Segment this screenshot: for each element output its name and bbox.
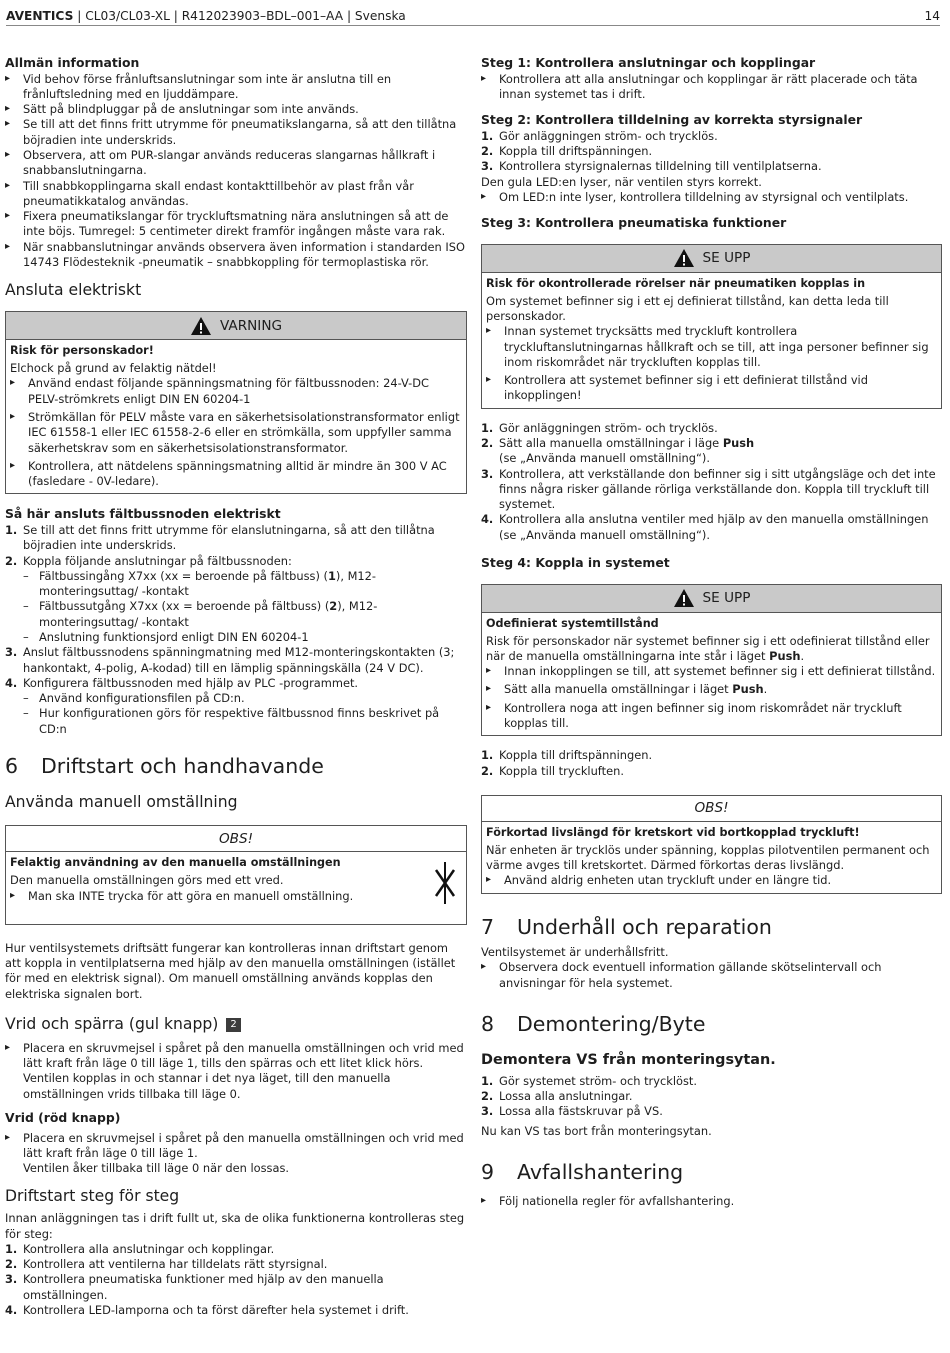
drift-steps (5, 1242, 467, 1318)
caution-title: Risk för okontrollerade rörelser när pneumatiken kopplas in (486, 276, 866, 290)
obs-header: OBS! (482, 796, 941, 822)
caution-header (482, 585, 941, 613)
list-item: ▸ Kontrollera, att nätdelens spänningsmatning alltid är mindre än 300 V AC (fasledare - 0V-ledare). (10, 459, 462, 490)
steg4-heading: Steg 4: Koppla in systemet (481, 555, 670, 571)
list-item: 3. Anslut fältbussnodens spänningmatning med M12-monteringskontakten (3; hankontakt, 4-polig, A-kodad) till en lämplig spänningskälla (24 V DC). (5, 645, 455, 675)
drift-text: Innan anläggningen tas i drift fullt ut, ska de olika funktionerna kontrolleras steg för steg: (5, 1211, 465, 1241)
chapter-9-heading: 9 Avfallshantering (481, 1159, 684, 1184)
list-item: 1. Kontrollera alla anslutningar och kopplingar. (5, 1241, 275, 1256)
list-item: 1. Gör anläggningen ström- och trycklös. (481, 128, 718, 143)
warning-list (10, 376, 462, 489)
list-item: 2. Sätt alla manuella omställningar i läge Push (se „Använda manuell omställning“). (481, 436, 755, 466)
list-item: ▸ Innan systemet trycksätts med tryckluft kontrollera tryckluftanslutningarnas hållkraft och se till, att inga personer befinner sig inom riskområdet när tryckluften kopplas till. (486, 324, 937, 370)
steg1-heading: Steg 1: Kontrollera anslutningar och kopplingar (481, 55, 816, 70)
caution-text: Om systemet befinner sig i ett ej definierat tillstånd, kan detta leda till personskador. (486, 293, 889, 324)
list-item: ▸ Se till att det finns fritt utrymme för pneumatikslangarna, så att den tillåtna böjradien inte underskrids. (5, 117, 467, 148)
list-item: ▸ Strömkällan för PELV måste vara en säkerhetsisolationstransformator enligt IEC 61558-1 eller IEC 61558-2-6 eller en strömkälla, som uppfyller samma säkerhetskrav som en säkerhetsisolationstransformator. (10, 410, 462, 456)
list-item: ▸ Sätt på blindpluggar på de anslutningar som inte används. (5, 102, 467, 117)
list-item: 3. Kontrollera, att verkställande don befinner sig i sitt utgångsläge och det inte finns några risker gällande rörliga verkställande don. Koppla till tryckluft till systemet. (481, 466, 936, 512)
list-item: ▸ Om LED:n inte lyser, kontrollera tilldelning av styrsignal och ventilplats. (481, 190, 942, 205)
left-column (5, 55, 467, 1318)
warning-header (6, 312, 466, 340)
caution-title: Odefinierat systemtillstånd (486, 616, 659, 630)
list-item: 2. Koppla till driftspänningen. (481, 144, 653, 159)
caution-label: SE UPP (702, 250, 751, 267)
anvanda-heading: Använda manuell omställning (5, 793, 238, 812)
list-item: ▸ Följ nationella regler för avfallshantering. (481, 1194, 942, 1209)
vrid-list (5, 1041, 467, 1102)
allman-heading: Allmän information (5, 55, 140, 70)
list-item: 1. Gör systemet ström- och trycklöst. (481, 1073, 697, 1088)
sub-list (5, 569, 467, 645)
list-item: 2. Kontrollera att ventilerna har tilldelats rätt styrsignal. (5, 1257, 328, 1272)
ch9-list (481, 1194, 942, 1209)
list-item: 2. Koppla följande anslutningar på fältbussnoden: – Fältbussingång X7xx (xx = beroende på fältbuss) (1), M12-monteringsuttag/ -kontakt – Fältbussutgång X7xx (xx = beroende på fältbuss) (2), M12- monteringsuttag/ -kontakt – Anslutning funktionsjord enligt DIN EN 60204-1 (5, 554, 467, 646)
vrid-heading: Vrid och spärra (gul knapp) 2 (5, 1014, 467, 1035)
page-header (6, 8, 940, 26)
demont-text: Nu kan VS tas bort från monteringsytan. (481, 1123, 712, 1138)
steg3-steps (481, 421, 942, 543)
list-item: ▸ När snabbanslutningar används observera även information i standarden ISO 14743 Flödesteknik -pneumatik – snabbkoppling för termoplastiska rör. (5, 240, 467, 271)
list-item: 3. Lossa alla fästskruvar på VS. (481, 1104, 663, 1119)
list-item: 1. Koppla till driftspänningen. (481, 748, 653, 763)
ansluta-heading: Ansluta elektriskt (5, 281, 142, 300)
warning-triangle-icon (673, 588, 695, 608)
caution-list (486, 664, 937, 731)
list-item: – Hur konfigurationen görs för respektive fältbussnod finns beskrivet på CD:n (5, 706, 467, 737)
ch7-text: Ventilsystemet är underhållsfritt. (481, 945, 669, 960)
list-item: ▸ Vid behov förse frånluftsanslutningar som inte är anslutna till en frånluftsledning med en ljuddämpare. (5, 72, 467, 103)
demontera-heading: Demontera VS från monteringsytan. (481, 1051, 776, 1068)
list-item: ▸ Kontrollera att systemet befinner sig i ett definierat tillstånd vid inkopplingen! (486, 373, 937, 404)
list-item: ▸ Använd aldrig enheten utan tryckluft under en längre tid. (486, 873, 937, 888)
obs-title: Felaktig användning av den manuella omställningen (10, 856, 341, 870)
list-item: ▸ Observera dock eventuell information gällande skötselintervall och anvisningar för hela systemet. (481, 960, 942, 991)
list-item: ▸ Använd endast följande spänningsmatning för fältbussnoden: 24-V-DC PELV-strömkrets enligt DIN EN 60204-1 (10, 376, 462, 407)
obs-text: Den manuella omställningen görs med ett vred. (10, 873, 284, 888)
list-item: ▸ Kontrollera att alla anslutningar och kopplingar är rätt placerade och täta innan systemet tas i drift. (481, 72, 942, 103)
chapter-6-heading: 6 Driftstart och handhavande (5, 753, 324, 778)
list-item: ▸ Till snabbkopplingarna skall endast kontakttillbehör av plast från vår pneumatikkatalog användas. (5, 179, 467, 210)
caution-label: SE UPP (702, 590, 751, 607)
steg2-heading: Steg 2: Kontrollera tilldelning av korrekta styrsignaler (481, 112, 863, 128)
list-item: 2. Lossa alla anslutningar. (481, 1089, 633, 1104)
list-item: – Anslutning funktionsjord enligt DIN EN 60204-1 (5, 630, 467, 645)
list-item: ▸ Man ska INTE trycka för att göra en manuell omställning. (10, 889, 462, 904)
steg2-steps (481, 129, 942, 175)
list-item: ▸ Placera en skruvmejsel i spåret på den manuella omställningen och vrid med lätt kraft från läge 0 till läge 1. Ventilen åker tillbaka till läge 0 när den lossas. (5, 1131, 467, 1177)
list-item: 4. Kontrollera alla anslutna ventiler med hjälp av den manuella omställningen (se „Använda manuell omställning“). (481, 512, 929, 542)
right-column (481, 55, 942, 1210)
list-item: 3. Kontrollera pneumatiska funktioner med hjälp av den manuella omställningen. (5, 1272, 384, 1302)
warning-triangle-icon (673, 248, 695, 268)
obs-list (10, 889, 462, 904)
list-item: ▸ Sätt alla manuella omställningar i läget Push. (486, 682, 937, 697)
list-item: – Fältbussutgång X7xx (xx = beroende på fältbuss) (2), M12- monteringsuttag/ -kontakt (5, 599, 467, 630)
manual-override-icon (434, 862, 456, 904)
obs-text: När enheten är trycklös under spänning, kopplas pilotventilen permanent och värme avges till kretskortet. Därmed förkortas deras livslängd. (486, 842, 930, 873)
steg2-text: Den gula LED:en lyser, när ventilen styrs korrekt. (481, 174, 762, 189)
callout-badge: 2 (226, 1018, 240, 1032)
steg4-steps (481, 748, 942, 779)
steg3-heading: Steg 3: Kontrollera pneumatiska funktioner (481, 215, 787, 231)
warning-text: Elchock på grund av felaktig nätdel! (10, 361, 217, 376)
list-item: – Fältbussingång X7xx (xx = beroende på fältbuss) (1), M12-monteringsuttag/ -kontakt (5, 569, 467, 600)
warning-label: VARNING (219, 317, 283, 334)
sa-heading: Så här ansluts fältbussnoden elektriskt (5, 506, 281, 522)
hur-paragraph: Hur ventilsystemets driftsätt fungerar kan kontrolleras innan driftstart genom att koppla in ventilplatserna med hjälp av den manuella omställningen (istället för med en elektrisk signal). Om manuell omställning används kopplas den elektriska signalen bort. (5, 940, 456, 1001)
list-item: – Använd konfigurationsfilen på CD:n. (5, 691, 467, 706)
list-item: ▸ Fixera pneumatikslangar för tryckluftsmatning nära anslutningen så att de inte böjs. Tumregel: 5 centimeter direkt framför ingången måste vara rak. (5, 209, 467, 240)
caution-header (482, 245, 941, 273)
page-number: 14 (924, 9, 940, 23)
caution-list (486, 324, 937, 403)
list-item: ▸ Innan inkopplingen se till, att systemet befinner sig i ett definierat tillstånd. (486, 664, 937, 679)
obs-title: Förkortad livslängd för kretskort vid bortkopplad tryckluft! (486, 825, 860, 839)
list-item: 4. Konfigurera fältbussnoden med hjälp av PLC -programmet. – Använd konfigurationsfilen på CD:n. – Hur konfigurationen görs för respektive fältbussnod finns beskrivet på CD:n (5, 676, 467, 737)
caution-text: Risk för personskador när systemet befinner sig i ett odefinierat tillstånd eller när de manuella omställningarna inte står i läget Push. (486, 633, 930, 663)
steg2-list (481, 190, 942, 205)
chapter-8-heading: 8 Demontering/Byte (481, 1012, 706, 1037)
drift-heading: Driftstart steg för steg (5, 1187, 180, 1206)
rod-list (5, 1131, 467, 1177)
chapter-7-heading: 7 Underhåll och reparation (481, 914, 772, 939)
list-item: 3. Kontrollera styrsignalernas tilldelning till ventilplatserna. (481, 159, 822, 174)
ch7-list (481, 960, 942, 991)
allman-list (5, 72, 467, 271)
obs-list (486, 873, 937, 888)
warning-title: Risk för personskador! (10, 344, 154, 358)
list-item: ▸ Kontrollera noga att ingen befinner sig inom riskområdet när tryckluft kopplas till. (486, 701, 937, 732)
list-item: ▸ Placera en skruvmejsel i spåret på den manuella omställningen och vrid med lätt kraft från läge 0 till läge 1, tills den spärras och ett litet klick hörs. Ventilen kopplas in och stannar i det nya läget, till den manuella omställningen vrids tillbaka till läge 0. (5, 1041, 467, 1102)
obs-header: OBS! (6, 826, 466, 852)
steg1-list (481, 72, 942, 103)
demont-steps (481, 1074, 942, 1120)
sa-steps (5, 523, 467, 737)
list-item: ▸ Observera, att om PUR-slangar används reduceras slangarnas hållkraft i snabbanslutningarna. (5, 148, 467, 179)
sub-list (5, 691, 467, 737)
caution-box-system (481, 584, 942, 737)
warning-triangle-icon (190, 316, 212, 336)
list-item: 1. Se till att det finns fritt utrymme för elanslutningarna, så att den tillåtna böjradien inte underskrids. (5, 523, 435, 553)
obs-box-lifetime (481, 795, 942, 894)
list-item: 1. Gör anläggningen ström- och trycklös. (481, 420, 718, 435)
document-id: | CL03/CL03-XL | R412023903–BDL–001–AA | Svenska (73, 9, 406, 23)
warning-box (5, 311, 467, 494)
list-item: 2. Koppla till tryckluften. (481, 763, 624, 778)
list-item: 4. Kontrollera LED-lamporna och ta först därefter hela systemet i drift. (5, 1303, 409, 1318)
brand-name: AVENTICS (6, 9, 74, 23)
obs-box-manual (5, 825, 467, 925)
rod-heading: Vrid (röd knapp) (5, 1110, 121, 1126)
caution-box-pneumatics (481, 244, 942, 409)
